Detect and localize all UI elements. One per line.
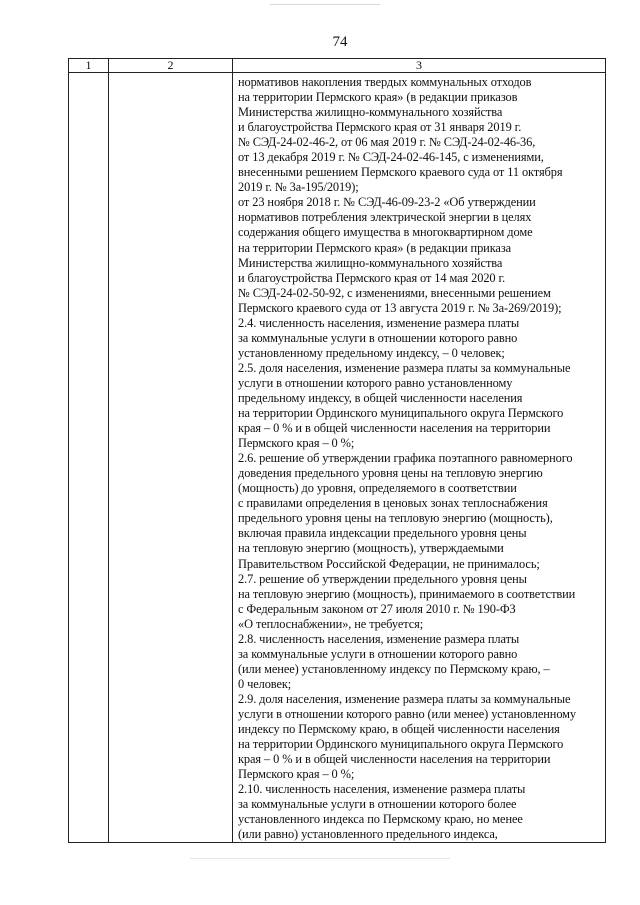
text-line: на территории Ординского муниципального округа Пермского — [238, 737, 564, 752]
page-number: 74 — [332, 34, 348, 50]
text-line: за коммунальные услуги в отношении которого равно — [238, 330, 518, 345]
text-line: края – 0 % и в общей численности населения на территории — [238, 421, 551, 436]
text-line: за коммунальные услуги в отношении которого более — [238, 797, 517, 812]
text-line: № СЭД-24-02-46-2, от 06 мая 2019 г. № СЭД-24-02-46-36, — [238, 135, 536, 150]
text-line: нормативов потребления электрической энергии в целях — [238, 210, 532, 225]
text-line: установленному предельному индексу, – 0 человек; — [238, 345, 505, 360]
text-line: услуги в отношении которого равно установленному — [238, 375, 513, 390]
text-line: нормативов накопления твердых коммунальных отходов — [238, 75, 532, 89]
column-1-cell — [69, 73, 109, 843]
text-line: от 13 декабря 2019 г. № СЭД-24-02-46-145, с изменениями, — [238, 150, 544, 165]
column-3-text — [238, 75, 605, 842]
text-line: внесенными решением Пермского краевого суда от 11 октября — [238, 165, 563, 180]
text-line: 2.5. доля населения, изменение размера платы за коммунальные — [238, 360, 571, 375]
text-line: предельного уровня цены на тепловую энергию (мощность), — [238, 511, 553, 526]
text-line: 2.4. численность населения, изменение размера платы — [238, 315, 520, 330]
text-line: Пермского краевого суда от 13 августа 2019 г. № 3а-269/2019); — [238, 300, 562, 315]
text-line: индексу по Пермскому краю, в общей численности населения — [238, 722, 560, 737]
text-line: и благоустройства Пермского края от 31 января 2019 г. — [238, 120, 522, 135]
text-line: за коммунальные услуги в отношении которого равно — [238, 646, 518, 661]
table-header-row — [69, 59, 606, 73]
column-3-cell — [233, 73, 606, 843]
text-line: содержания общего имущества в многоквартирном доме — [238, 225, 533, 240]
text-line: Министерства жилищно-коммунального хозяйства — [238, 105, 503, 120]
text-line: предельному индексу, в общей численности населения — [238, 390, 523, 405]
text-line: услуги в отношении которого равно (или менее) установленному — [238, 706, 577, 721]
text-line: 2.9. доля населения, изменение размера платы за коммунальные — [238, 691, 571, 706]
text-line: 2.8. численность населения, изменение размера платы — [238, 631, 520, 646]
text-line: 2.10. численность населения, изменение размера платы — [238, 782, 526, 797]
text-line: на тепловую энергию (мощность), принимаемого в соответствии — [238, 586, 576, 601]
table-body-row — [69, 73, 606, 843]
column-header-1: 1 — [69, 59, 109, 73]
text-line: края – 0 % и в общей численности населения на территории — [238, 752, 551, 767]
column-2-cell — [109, 73, 233, 843]
text-line: на территории Пермского края» (в редакции приказов — [238, 90, 518, 105]
text-line: Пермского края – 0 %; — [238, 767, 355, 782]
text-line: (или менее) установленному индексу по Пермскому краю, – — [238, 661, 550, 676]
text-line: (мощность) до уровня, определяемого в соответствии — [238, 481, 517, 496]
text-line: «О теплоснабжении», не требуется; — [238, 616, 424, 631]
text-line: Министерства жилищно-коммунального хозяйства — [238, 255, 503, 270]
text-line: с правилами определения в ценовых зонах теплоснабжения — [238, 496, 548, 511]
text-line: 2.7. решение об утверждении предельного уровня цены — [238, 571, 527, 586]
text-line: с Федеральным законом от 27 июля 2010 г. № 190-ФЗ — [238, 601, 516, 616]
column-header-3: 3 — [233, 59, 606, 73]
text-line: на территории Пермского края» (в редакции приказа — [238, 240, 512, 255]
text-line: установленного индекса по Пермскому краю, но менее — [238, 812, 523, 827]
column-header-2: 2 — [109, 59, 233, 73]
text-line: доведения предельного уровня цены на тепловую энергию — [238, 466, 543, 481]
text-line: от 23 ноября 2018 г. № СЭД-46-09-23-2 «Об утверждении — [238, 195, 536, 210]
text-line: Правительством Российской Федерации, не принималось; — [238, 556, 540, 571]
text-line: на территории Ординского муниципального округа Пермского — [238, 406, 564, 421]
document-table — [68, 58, 606, 843]
scan-bottom-line — [190, 858, 450, 859]
text-line: (или равно) установленного предельного индекса, — [238, 827, 498, 842]
text-line: 0 человек; — [238, 676, 292, 691]
text-line: и благоустройства Пермского края от 14 мая 2020 г. — [238, 270, 506, 285]
text-line: 2.6. решение об утверждении графика поэтапного равномерного — [238, 451, 573, 466]
text-line: включая правила индексации предельного уровня цены — [238, 526, 527, 541]
text-line: № СЭД-24-02-50-92, с изменениями, внесенными решением — [238, 285, 551, 300]
scan-top-line — [270, 4, 380, 5]
text-line: Пермского края – 0 %; — [238, 436, 355, 451]
text-line: на тепловую энергию (мощность), утверждаемыми — [238, 541, 504, 556]
text-line: 2019 г. № 3а-195/2019); — [238, 180, 359, 195]
